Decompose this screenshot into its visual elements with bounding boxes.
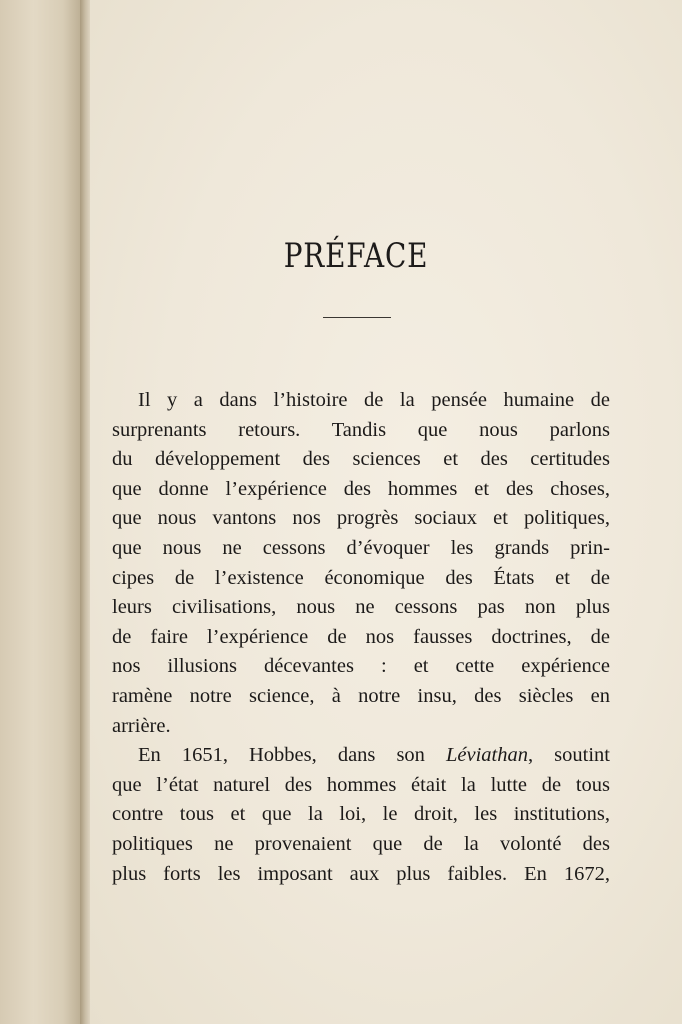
text-line: ramène notre science, à notre insu, des siècles en [112, 684, 610, 707]
page-title: PRÉFACE [283, 236, 429, 276]
left-page-edge [0, 0, 84, 1024]
text-line: plus forts les imposant aux plus faibles. En 1672, [112, 862, 610, 885]
text-line: que nous vantons nos progrès sociaux et politiques, [112, 507, 610, 530]
text-fragment: , soutint [527, 744, 610, 767]
text-line: que l’état naturel des hommes était la lutte de tous [112, 773, 610, 796]
text-line-hobbes [112, 741, 610, 771]
body-text [112, 386, 610, 889]
text-line: de faire l’expérience de nos fausses doctrines, de [112, 625, 610, 648]
title-rule [323, 317, 391, 318]
text-line: que donne l’expérience des hommes et des choses, [112, 477, 610, 500]
text-line: politiques ne provenaient que de la volonté des [112, 832, 610, 855]
book-title-leviathan: Léviathan [445, 744, 528, 767]
text-fragment: En 1651, Hobbes, dans son [138, 744, 446, 767]
text-line: Il y a dans l’histoire de la pensée humaine de [138, 389, 610, 411]
text-line: nos illusions décevantes : et cette expérience [112, 655, 610, 678]
text-line: cipes de l’existence économique des États et de [112, 566, 610, 589]
text-line: contre tous et que la loi, le droit, les institutions, [112, 803, 610, 826]
text-line: que nous ne cessons d’évoquer les grands prin- [112, 536, 610, 559]
text-line: du développement des sciences et des certitudes [112, 448, 610, 471]
text-line: leurs civilisations, nous ne cessons pas non plus [112, 596, 610, 619]
text-line: arrière. [112, 714, 171, 737]
text-line: surprenants retours. Tandis que nous parlons [112, 418, 610, 441]
